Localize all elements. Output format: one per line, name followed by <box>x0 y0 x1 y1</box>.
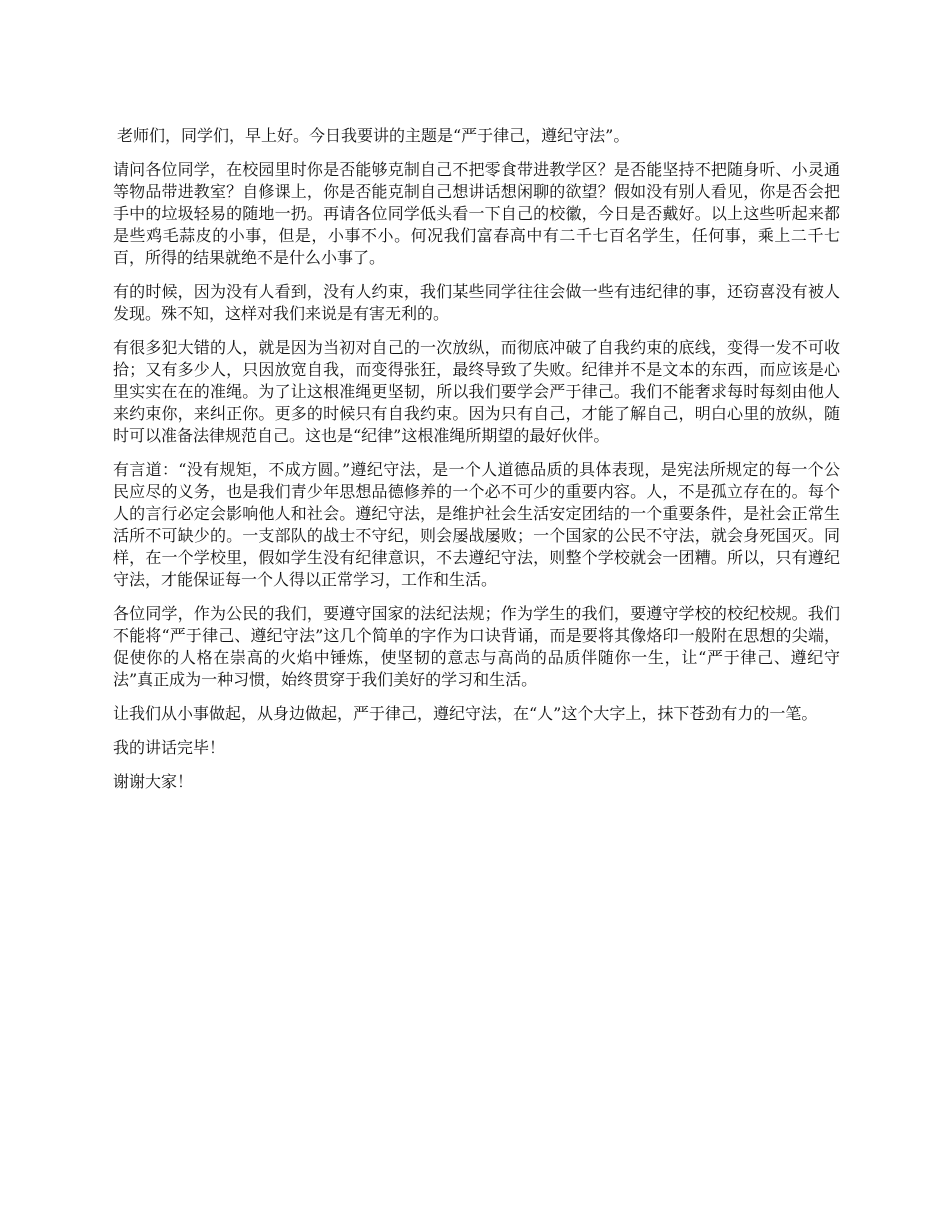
paragraph-self-discipline: 有很多犯大错的人，就是因为当初对自己的一次放纵，而彻底冲破了自我约束的底线，变得一发不可收拾；又有多少人，只因放宽自我，而变得张狂，最终导致了失败。纪律并不是文本的东西，而应该是心里实实在在的准绳。为了让这根准绳更坚韧，所以我们要学会严于律己。我们不能奢求每时每刻由他人来约束你，来纠正你。更多的时候只有自我约束。因为只有自己，才能了解自己，明白心里的放纵，随时可以准备法律规范自己。这也是“纪律”这根准绳所期望的最好伙伴。 <box>113 338 840 445</box>
paragraph-citizens: 各位同学，作为公民的我们，要遵守国家的法纪法规；作为学生的我们，要遵守学校的校纪校规。我们不能将“严于律己、遵纪守法”这几个简单的字作为口诀背诵，而是要将其像烙印一般附在思想的尖端，促使你的人格在崇高的火焰中锤炼，使坚韧的意志与高尚的品质伴随你一生，让“严于律己、遵纪守法”真正成为一种习惯，始终贯穿于我们美好的学习和生活。 <box>113 604 840 689</box>
paragraph-rules: 有言道：“没有规矩，不成方圆。”遵纪守法，是一个人道德品质的具体表现，是宪法所规定的每一个公民应尽的义务，也是我们青少年思想品德修养的一个必不可少的重要内容。人，不是孤立存在的。每个人的言行必定会影响他人和社会。遵纪守法，是维护社会生活安定团结的一个重要条件，是社会正常生活所不可缺少的。一支部队的战士不守纪，则会屡战屡败；一个国家的公民不守法，就会身死国灭。同样，在一个学校里，假如学生没有纪律意识，不去遵纪守法，则整个学校就会一团糟。所以，只有遵纪守法，才能保证每一个人得以正常学习，工作和生活。 <box>113 460 840 589</box>
paragraph-greeting: 老师们，同学们，早上好。今日我要讲的主题是“严于律己，遵纪守法”。 <box>117 126 630 145</box>
paragraph-questions: 请问各位同学，在校园里时你是否能够克制自己不把零食带进教学区？是否能坚持不把随身听、小灵通等物品带进教室？自修课上，你是否能克制自己想讲话想闲聊的欲望？假如没有别人看见，你是否会把手中的垃圾轻易的随地一扔。再请各位同学低头看一下自己的校徽，今日是否戴好。以上这些听起来都是些鸡毛蒜皮的小事，但是，小事不小。何况我们富春高中有二千七百名学生，任何事，乘上二千七百，所得的结果就绝不是什么小事了。 <box>113 160 840 267</box>
paragraph-thanks: 谢谢大家！ <box>113 772 194 791</box>
document-body <box>113 125 840 805</box>
paragraph-call-to-action: 让我们从小事做起，从身边做起，严于律己，遵纪守法，在“人”这个大字上，抹下苍劲有力的一笔。 <box>113 704 818 723</box>
paragraph-closing: 我的讲话完毕！ <box>113 738 226 757</box>
paragraph-unobserved: 有的时候，因为没有人看到，没有人约束，我们某些同学往往会做一些有违纪律的事，还窃喜没有被人发现。殊不知，这样对我们来说是有害无利的。 <box>113 282 840 323</box>
